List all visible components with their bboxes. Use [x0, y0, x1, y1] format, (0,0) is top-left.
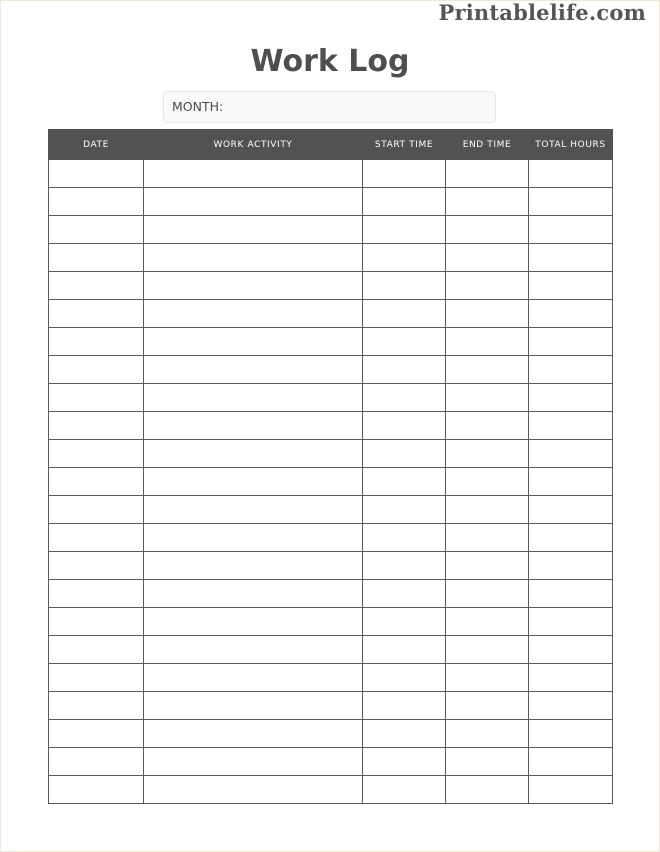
cell-total-hours[interactable]	[529, 440, 613, 468]
cell-end-time[interactable]	[446, 524, 529, 552]
cell-work-activity[interactable]	[144, 776, 363, 804]
cell-total-hours[interactable]	[529, 216, 613, 244]
cell-start-time[interactable]	[363, 272, 446, 300]
cell-start-time[interactable]	[363, 608, 446, 636]
cell-end-time[interactable]	[446, 776, 529, 804]
cell-total-hours[interactable]	[529, 608, 613, 636]
cell-date[interactable]	[49, 692, 144, 720]
cell-total-hours[interactable]	[529, 580, 613, 608]
table-row	[49, 328, 613, 356]
cell-start-time[interactable]	[363, 440, 446, 468]
cell-date[interactable]	[49, 244, 144, 272]
cell-total-hours[interactable]	[529, 524, 613, 552]
table-row	[49, 244, 613, 272]
cell-date[interactable]	[49, 188, 144, 216]
watermark-logo: Printablelife.com	[438, 0, 646, 25]
cell-end-time[interactable]	[446, 748, 529, 776]
cell-work-activity[interactable]	[144, 496, 363, 524]
cell-total-hours[interactable]	[529, 412, 613, 440]
table-row	[49, 188, 613, 216]
cell-end-time[interactable]	[446, 636, 529, 664]
cell-work-activity[interactable]	[144, 328, 363, 356]
header-date: DATE	[49, 130, 144, 160]
cell-date[interactable]	[49, 328, 144, 356]
cell-date[interactable]	[49, 216, 144, 244]
cell-work-activity[interactable]	[144, 412, 363, 440]
cell-date[interactable]	[49, 748, 144, 776]
table-row	[49, 748, 613, 776]
cell-work-activity[interactable]	[144, 384, 363, 412]
cell-end-time[interactable]	[446, 468, 529, 496]
cell-total-hours[interactable]	[529, 748, 613, 776]
table-row	[49, 356, 613, 384]
cell-work-activity[interactable]	[144, 580, 363, 608]
cell-total-hours[interactable]	[529, 188, 613, 216]
cell-start-time[interactable]	[363, 244, 446, 272]
cell-start-time[interactable]	[363, 776, 446, 804]
table-header-row	[49, 130, 613, 160]
table-row	[49, 272, 613, 300]
table-row	[49, 468, 613, 496]
cell-work-activity[interactable]	[144, 636, 363, 664]
cell-end-time[interactable]	[446, 412, 529, 440]
header-end-time: END TIME	[446, 130, 529, 160]
table-row	[49, 664, 613, 692]
cell-work-activity[interactable]	[144, 608, 363, 636]
cell-start-time[interactable]	[363, 748, 446, 776]
cell-total-hours[interactable]	[529, 300, 613, 328]
table-row	[49, 496, 613, 524]
cell-total-hours[interactable]	[529, 356, 613, 384]
cell-date[interactable]	[49, 524, 144, 552]
cell-start-time[interactable]	[363, 692, 446, 720]
cell-end-time[interactable]	[446, 720, 529, 748]
table-row	[49, 580, 613, 608]
cell-end-time[interactable]	[446, 188, 529, 216]
cell-work-activity[interactable]	[144, 272, 363, 300]
cell-start-time[interactable]	[363, 496, 446, 524]
cell-total-hours[interactable]	[529, 272, 613, 300]
cell-date[interactable]	[49, 412, 144, 440]
cell-date[interactable]	[49, 384, 144, 412]
cell-end-time[interactable]	[446, 440, 529, 468]
cell-work-activity[interactable]	[144, 552, 363, 580]
cell-start-time[interactable]	[363, 412, 446, 440]
cell-start-time[interactable]	[363, 356, 446, 384]
cell-date[interactable]	[49, 160, 144, 188]
cell-date[interactable]	[49, 664, 144, 692]
cell-end-time[interactable]	[446, 608, 529, 636]
cell-date[interactable]	[49, 496, 144, 524]
cell-end-time[interactable]	[446, 160, 529, 188]
cell-end-time[interactable]	[446, 664, 529, 692]
cell-total-hours[interactable]	[529, 776, 613, 804]
cell-total-hours[interactable]	[529, 552, 613, 580]
cell-date[interactable]	[49, 636, 144, 664]
cell-total-hours[interactable]	[529, 692, 613, 720]
cell-date[interactable]	[49, 552, 144, 580]
cell-total-hours[interactable]	[529, 636, 613, 664]
cell-work-activity[interactable]	[144, 524, 363, 552]
cell-end-time[interactable]	[446, 384, 529, 412]
cell-work-activity[interactable]	[144, 160, 363, 188]
cell-total-hours[interactable]	[529, 160, 613, 188]
table-row	[49, 692, 613, 720]
cell-work-activity[interactable]	[144, 664, 363, 692]
table-row	[49, 412, 613, 440]
cell-date[interactable]	[49, 720, 144, 748]
cell-work-activity[interactable]	[144, 720, 363, 748]
cell-end-time[interactable]	[446, 216, 529, 244]
cell-start-time[interactable]	[363, 552, 446, 580]
cell-work-activity[interactable]	[144, 300, 363, 328]
cell-date[interactable]	[49, 440, 144, 468]
cell-total-hours[interactable]	[529, 328, 613, 356]
cell-date[interactable]	[49, 356, 144, 384]
cell-date[interactable]	[49, 608, 144, 636]
table-row	[49, 552, 613, 580]
table-body	[49, 160, 613, 804]
table-row	[49, 300, 613, 328]
header-start-time: START TIME	[363, 130, 446, 160]
header-work-activity: WORK ACTIVITY	[144, 130, 363, 160]
cell-start-time[interactable]	[363, 384, 446, 412]
cell-date[interactable]	[49, 468, 144, 496]
cell-start-time[interactable]	[363, 468, 446, 496]
cell-end-time[interactable]	[446, 692, 529, 720]
cell-start-time[interactable]	[363, 300, 446, 328]
cell-end-time[interactable]	[446, 272, 529, 300]
table-row	[49, 440, 613, 468]
month-label: MONTH:	[172, 99, 224, 114]
cell-start-time[interactable]	[363, 188, 446, 216]
cell-end-time[interactable]	[446, 496, 529, 524]
cell-start-time[interactable]	[363, 216, 446, 244]
cell-start-time[interactable]	[363, 636, 446, 664]
cell-start-time[interactable]	[363, 328, 446, 356]
cell-end-time[interactable]	[446, 356, 529, 384]
cell-work-activity[interactable]	[144, 692, 363, 720]
cell-total-hours[interactable]	[529, 720, 613, 748]
cell-end-time[interactable]	[446, 552, 529, 580]
cell-date[interactable]	[49, 300, 144, 328]
table-row	[49, 608, 613, 636]
cell-work-activity[interactable]	[144, 468, 363, 496]
cell-end-time[interactable]	[446, 300, 529, 328]
cell-work-activity[interactable]	[144, 188, 363, 216]
table-row	[49, 160, 613, 188]
cell-start-time[interactable]	[363, 664, 446, 692]
cell-date[interactable]	[49, 776, 144, 804]
table-row	[49, 636, 613, 664]
work-log-table	[48, 129, 613, 804]
table-row	[49, 776, 613, 804]
cell-start-time[interactable]	[363, 524, 446, 552]
cell-end-time[interactable]	[446, 328, 529, 356]
header-total-hours: TOTAL HOURS	[529, 130, 613, 160]
page-title: Work Log	[250, 44, 410, 79]
cell-start-time[interactable]	[363, 160, 446, 188]
table-row	[49, 384, 613, 412]
table-row	[49, 720, 613, 748]
cell-work-activity[interactable]	[144, 244, 363, 272]
cell-end-time[interactable]	[446, 244, 529, 272]
cell-start-time[interactable]	[363, 720, 446, 748]
cell-start-time[interactable]	[363, 580, 446, 608]
cell-total-hours[interactable]	[529, 664, 613, 692]
cell-total-hours[interactable]	[529, 496, 613, 524]
cell-work-activity[interactable]	[144, 216, 363, 244]
cell-end-time[interactable]	[446, 580, 529, 608]
cell-work-activity[interactable]	[144, 356, 363, 384]
cell-total-hours[interactable]	[529, 244, 613, 272]
cell-total-hours[interactable]	[529, 468, 613, 496]
table-row	[49, 216, 613, 244]
cell-date[interactable]	[49, 580, 144, 608]
table-row	[49, 524, 613, 552]
month-field[interactable]	[163, 91, 496, 123]
cell-work-activity[interactable]	[144, 748, 363, 776]
cell-total-hours[interactable]	[529, 384, 613, 412]
cell-work-activity[interactable]	[144, 440, 363, 468]
cell-date[interactable]	[49, 272, 144, 300]
